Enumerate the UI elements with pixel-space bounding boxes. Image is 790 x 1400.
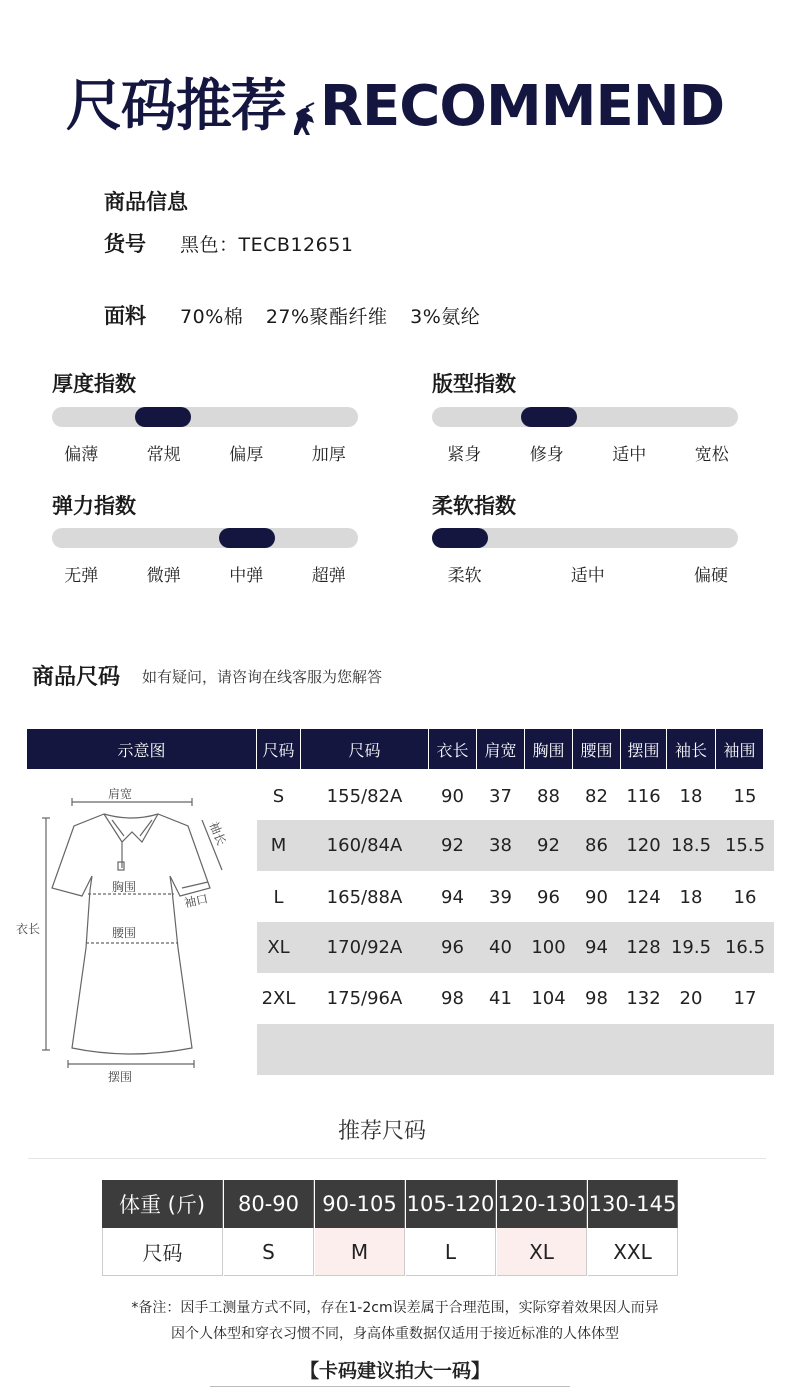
softness-index-title: 柔软指数 <box>432 494 516 518</box>
cell-length: 98 <box>441 988 464 1009</box>
cell-chest: 96 <box>537 887 560 908</box>
elasticity-labels <box>40 561 370 586</box>
elasticity-track <box>52 528 358 548</box>
cell-size: L <box>273 887 284 908</box>
size-label: 尺码 <box>102 1228 223 1276</box>
thickness-labels <box>40 440 370 465</box>
th-sleeve-width: 袖围 <box>716 729 763 769</box>
cell-length: 90 <box>441 786 464 807</box>
th-size: 尺码 <box>257 729 300 769</box>
horse-logo-icon <box>288 90 318 130</box>
softness-track <box>432 528 738 548</box>
cell-sleeve-width: 16.5 <box>724 937 766 958</box>
cell-sleeve-length: 18 <box>679 786 703 807</box>
info-heading: 商品信息 <box>104 190 188 214</box>
cell-size: XL <box>267 937 290 958</box>
cell-chest: 100 <box>531 937 566 958</box>
recommended-size: XXL <box>588 1228 678 1276</box>
cell-size-spec: 170/92A <box>326 937 403 958</box>
item-row <box>104 228 353 258</box>
diagram-length-label: 衣长 <box>16 922 41 936</box>
cell-hem: 128 <box>626 937 661 958</box>
index-label: 无弹 <box>64 566 99 586</box>
fabric-value: 27%聚酯纤维 <box>265 306 388 328</box>
cell-hem: 132 <box>626 988 661 1009</box>
weight-range: 130-145 <box>588 1180 678 1228</box>
th-hem: 摆围 <box>621 729 666 769</box>
cell-sleeve-width: 15.5 <box>724 835 766 856</box>
cell-length: 96 <box>441 937 464 958</box>
row-bg-empty <box>257 1024 774 1075</box>
diagram-hem-label: 摆围 <box>108 1070 133 1084</box>
weight-range: 120-130 <box>497 1180 587 1228</box>
th-shoulder: 肩宽 <box>477 729 524 769</box>
cell-shoulder: 37 <box>489 786 512 807</box>
cell-waist: 94 <box>585 937 608 958</box>
cell-size-spec: 160/84A <box>326 835 403 856</box>
diagram-cuff-label: 袖口 <box>182 891 210 911</box>
cell-shoulder: 41 <box>489 988 512 1009</box>
index-label: 中弹 <box>229 566 264 586</box>
cell-shoulder: 38 <box>489 835 512 856</box>
fit-track <box>432 407 738 427</box>
cell-sleeve-length: 19.5 <box>670 937 712 958</box>
recommend-divider <box>28 1158 766 1159</box>
fabric-values <box>180 306 496 328</box>
cell-size-spec: 155/82A <box>326 786 403 807</box>
title-cn: 尺码推荐 <box>65 74 286 139</box>
thickness-index-title: 厚度指数 <box>52 372 136 396</box>
cell-hem: 116 <box>626 786 661 807</box>
index-label: 加厚 <box>311 445 346 465</box>
th-sleeve-length: 袖长 <box>667 729 715 769</box>
softness-knob <box>432 528 488 548</box>
index-label: 常规 <box>146 445 181 465</box>
elasticity-index-title: 弹力指数 <box>52 494 136 518</box>
diagram-sleeve-length-label: 袖长 <box>206 819 229 848</box>
cell-chest: 88 <box>537 786 560 807</box>
index-label: 偏厚 <box>229 445 264 465</box>
index-label: 柔软 <box>447 566 482 586</box>
softness-labels <box>403 561 773 586</box>
weight-range: 90-105 <box>315 1180 405 1228</box>
cell-chest: 92 <box>537 835 560 856</box>
th-length: 衣长 <box>429 729 476 769</box>
recommend-title: 推荐尺码 <box>337 1119 426 1144</box>
item-label: 货号 <box>104 232 146 256</box>
recommended-size: M <box>315 1228 405 1276</box>
index-label: 修身 <box>529 445 564 465</box>
index-label: 微弹 <box>146 566 181 586</box>
index-label: 紧身 <box>447 445 482 465</box>
recommended-size: L <box>406 1228 496 1276</box>
page-title <box>0 62 790 142</box>
cell-size: S <box>272 786 285 807</box>
weight-label: 体重 (斤) <box>102 1180 223 1228</box>
fabric-label: 面料 <box>104 304 146 328</box>
th-diagram: 示意图 <box>27 729 256 769</box>
fabric-value: 3%氨纶 <box>410 306 481 328</box>
diagram-shoulder-label: 肩宽 <box>108 787 133 801</box>
fit-labels <box>423 440 753 465</box>
tip-underline <box>210 1386 570 1387</box>
weight-range: 105-120 <box>406 1180 496 1228</box>
index-label: 偏薄 <box>64 445 99 465</box>
note-line-1: *备注：因手工测量方式不同，存在1-2cm误差属于合理范围，实际穿着效果因人而异 <box>131 1300 659 1316</box>
cell-shoulder: 40 <box>489 937 512 958</box>
index-label: 宽松 <box>694 445 729 465</box>
cell-size-spec: 175/96A <box>326 988 403 1009</box>
cell-waist: 86 <box>585 835 608 856</box>
cell-sleeve-length: 18.5 <box>670 835 712 856</box>
cell-sleeve-width: 15 <box>733 786 757 807</box>
diagram-waist-label: 腰围 <box>112 926 137 940</box>
cell-hem: 120 <box>626 835 661 856</box>
cell-size: M <box>270 835 287 856</box>
weight-range: 80-90 <box>224 1180 314 1228</box>
title-en: RECOMMEND <box>319 74 725 139</box>
elasticity-knob <box>219 528 275 548</box>
fabric-value: 70%棉 <box>180 306 244 328</box>
cell-chest: 104 <box>531 988 566 1009</box>
cell-sleeve-width: 16 <box>733 887 757 908</box>
index-label: 适中 <box>612 445 647 465</box>
item-value: 黑色：TECB12651 <box>180 234 354 256</box>
cell-waist: 82 <box>585 786 608 807</box>
cell-hem: 124 <box>626 887 661 908</box>
cell-shoulder: 39 <box>489 887 512 908</box>
fit-index-title: 版型指数 <box>432 372 516 396</box>
cell-sleeve-width: 17 <box>733 988 757 1009</box>
cell-size-spec: 165/88A <box>326 887 403 908</box>
th-chest: 胸围 <box>525 729 572 769</box>
fabric-row <box>104 300 496 330</box>
size-section-title: 商品尺码 <box>32 665 121 690</box>
recommended-size: XL <box>497 1228 587 1276</box>
index-label: 偏硬 <box>694 566 728 586</box>
fit-knob <box>521 407 577 427</box>
diagram-chest-label: 胸围 <box>112 880 137 894</box>
index-label: 适中 <box>570 566 605 586</box>
cell-waist: 98 <box>585 988 608 1009</box>
cell-sleeve-length: 20 <box>679 988 703 1009</box>
th-waist: 腰围 <box>573 729 620 769</box>
th-size-spec: 尺码 <box>301 729 428 769</box>
index-label: 超弹 <box>311 566 346 586</box>
recommended-size: S <box>224 1228 314 1276</box>
size-tip: 【卡码建议拍大一码】 <box>299 1360 490 1382</box>
cell-length: 94 <box>441 887 464 908</box>
cell-sleeve-length: 18 <box>679 887 703 908</box>
cell-size: 2XL <box>261 988 296 1009</box>
size-section-note: 如有疑问，请咨询在线客服为您解答 <box>142 668 383 686</box>
thickness-track <box>52 407 358 427</box>
note-line-2: 因个人体型和穿衣习惯不同，身高体重数据仅适用于接近标准的人体体型 <box>171 1326 619 1342</box>
cell-length: 92 <box>441 835 464 856</box>
thickness-knob <box>135 407 191 427</box>
cell-waist: 90 <box>585 887 608 908</box>
